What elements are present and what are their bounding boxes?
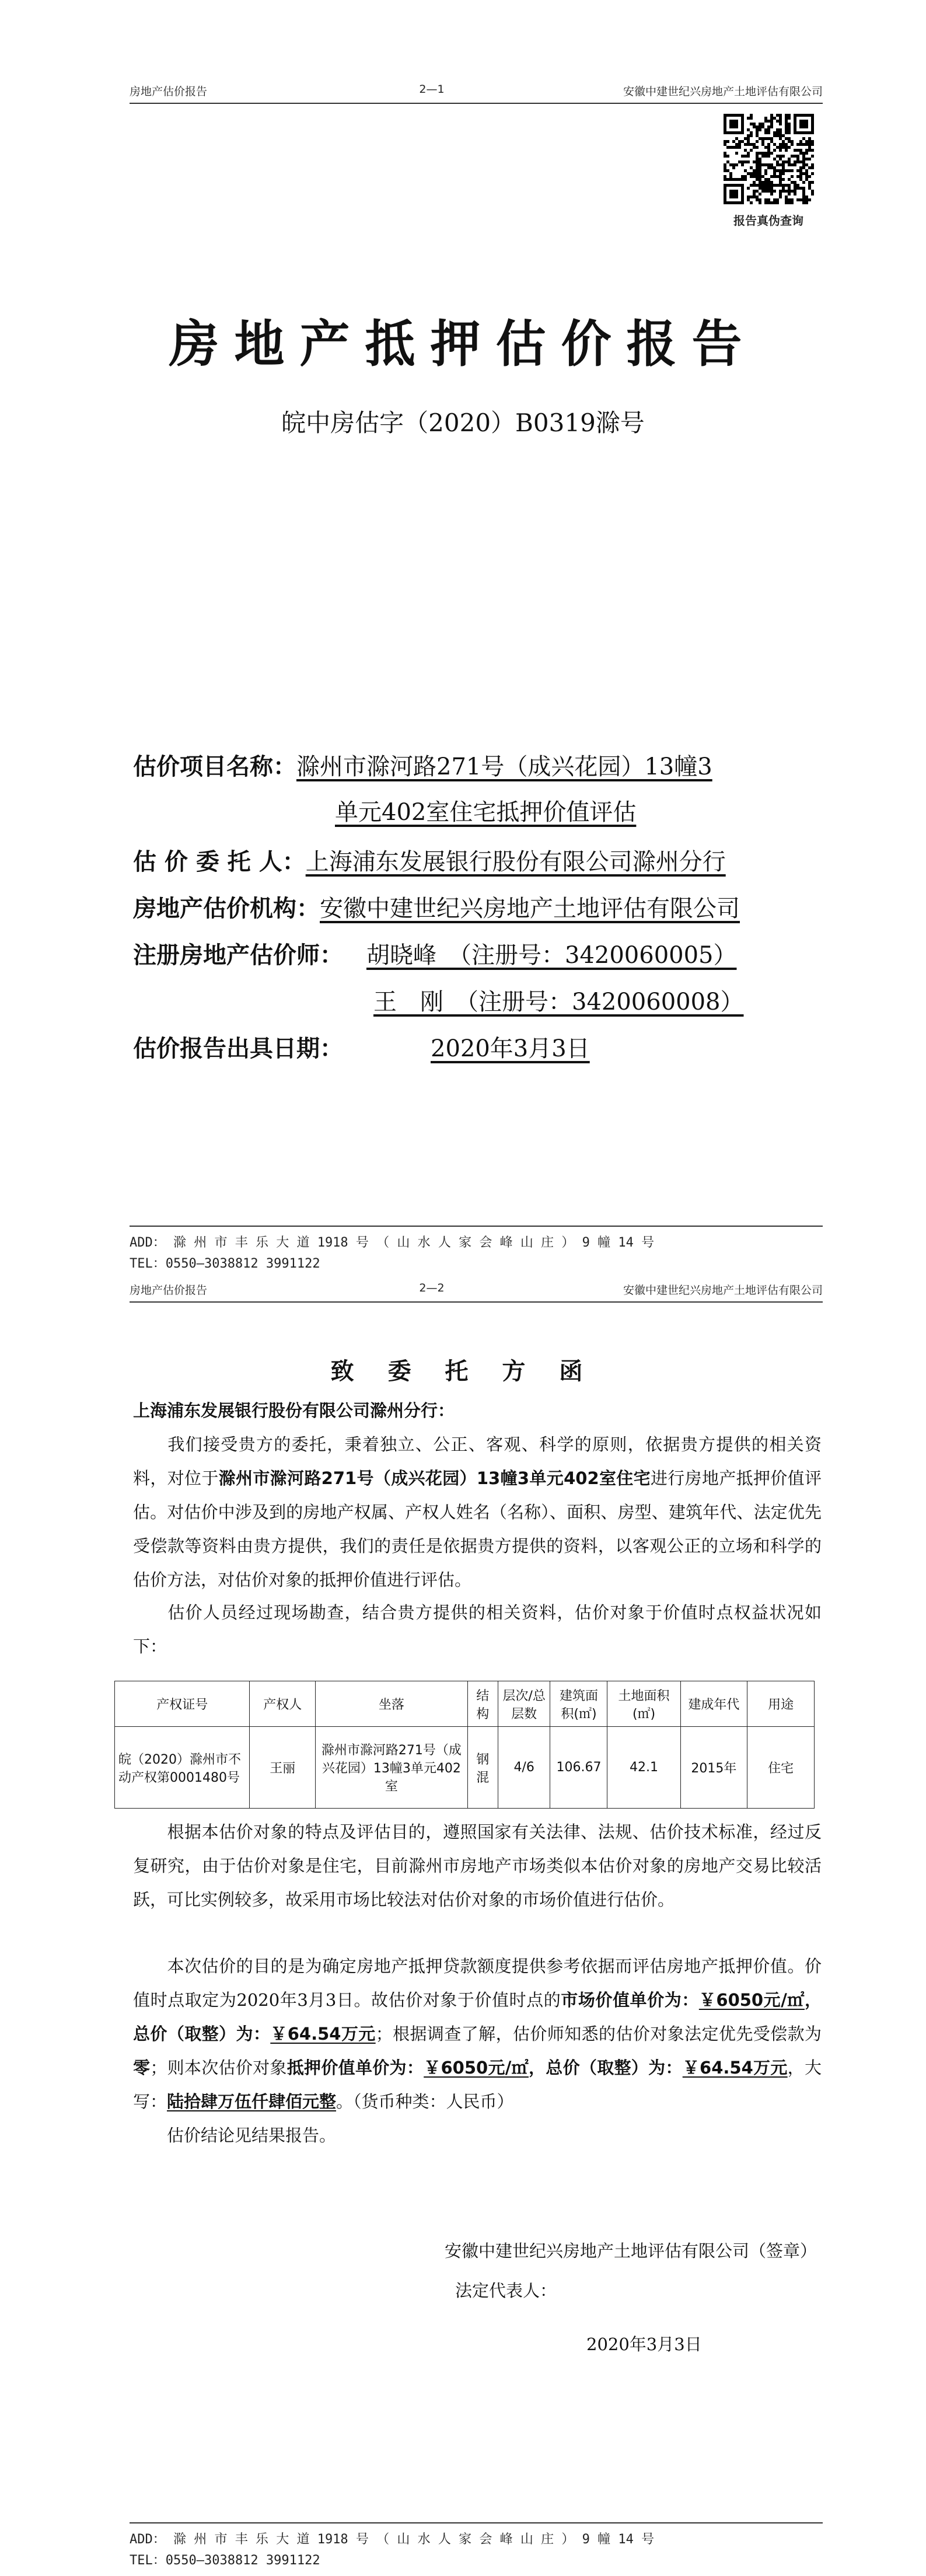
paragraph-commission <box>133 1427 822 1597</box>
mortgage-total-label: ，总价（取整）为： <box>528 2058 683 2078</box>
text: ；则本次估价对象 <box>150 2058 287 2078</box>
report-number: 皖中房估字（2020）B0319滁号 <box>281 409 645 437</box>
table-header-cell: 土地面积(㎡) <box>607 1681 680 1727</box>
property-address: 滁州市滁河路271号（成兴花园）13幢3单元402室住宅 <box>218 1468 651 1488</box>
market-unit-price-label: 市场价值单价为： <box>561 1990 699 2010</box>
table-cell: 2015年 <box>680 1727 747 1809</box>
field-report-date <box>133 1030 810 1063</box>
paragraph-valuation <box>133 1949 822 2118</box>
table-header-cell: 建筑面积(㎡) <box>550 1681 607 1727</box>
field-label: 估 价 委 托 人： <box>133 849 306 875</box>
table-header-cell: 层次/总层数 <box>498 1681 550 1727</box>
field-appraiser-2 <box>373 983 817 1017</box>
market-total-price: ￥64.54万元 <box>270 2024 376 2044</box>
field-label: 房地产估价机构： <box>133 895 320 922</box>
paragraph-method <box>133 1815 822 1917</box>
mortgage-unit-price-label: 抵押价值单价为： <box>286 2058 424 2078</box>
field-label: 估价项目名称： <box>133 753 296 780</box>
table-cell: 106.67 <box>550 1727 607 1809</box>
text: 本次估价的目的是为确定房地产抵押贷款额度提供参考依据而评估房地产抵押价值。价值时点取定为2020年3月3日。故估价对象于价值时点的 <box>133 1956 822 2010</box>
field-value: 王 刚 （注册号：3420060008） <box>373 989 744 1015</box>
text: 根据本估价对象的特点及评估目的，遵照国家有关法律、法规、估价技术标准，经过反复研究，由于估价对象是住宅，目前滁州市房地产市场类似本估价对象的房地产交易比较活跃，可比实例较多，故采用市场比较法对估价对象的市场价值进行估价。 <box>133 1822 822 1910</box>
table-header-cell: 用途 <box>747 1681 815 1727</box>
page2-header-right: 安徽中建世纪兴房地产土地评估有限公司 <box>623 1284 823 1297</box>
table-cell: 4/6 <box>498 1727 550 1809</box>
text: ，大写： <box>133 2058 822 2111</box>
field-value: 滁州市滁河路271号（成兴花园）13幢3 <box>296 753 712 780</box>
report-title: 房地产抵押估价报告 <box>169 315 757 374</box>
market-total-label: ，总价（取整）为： <box>133 1990 822 2044</box>
page2-header-page-number: 2—2 <box>419 1282 445 1294</box>
page1-footer-phone: TEL：0550—3038812 3991122 <box>130 1256 320 1271</box>
market-unit-price: ￥6050元/㎡ <box>698 1990 805 2010</box>
paragraph-survey <box>133 1596 822 1663</box>
letter-addressee: 上海浦东发展银行股份有限公司滁州分行： <box>133 1401 455 1420</box>
signature-company: 安徽中建世纪兴房地产土地评估有限公司（签章） <box>444 2241 817 2261</box>
page1-header-right: 安徽中建世纪兴房地产土地评估有限公司 <box>623 85 823 98</box>
table-cell: 皖（2020）滁州市不动产权第0001480号 <box>115 1727 250 1809</box>
text: 估价结论见结果报告。 <box>167 2125 337 2145</box>
qr-code-icon <box>724 114 814 204</box>
table-row <box>115 1727 815 1809</box>
table-header-cell: 坐落 <box>316 1681 468 1727</box>
priority-repayment: 零 <box>133 2058 151 2078</box>
mortgage-unit-price: ￥6050元/㎡ <box>424 2058 529 2078</box>
text: 我们接受贵方的委托，秉着独立、公正、客观、科学的原则，依据贵方提供的相关资料，对位于 <box>133 1434 822 1488</box>
property-rights-table <box>114 1681 815 1809</box>
table-header-cell: 产权人 <box>250 1681 316 1727</box>
page1-footer-rule <box>130 1226 823 1227</box>
page2-header-left: 房地产估价报告 <box>130 1284 208 1297</box>
field-client <box>133 843 810 877</box>
table-cell: 钢混 <box>467 1727 498 1809</box>
page2-footer-address: ADD： 滁 州 市 丰 乐 大 道 1918 号 （ 山 水 人 家 会 峰 山 庄 ） 9 幢 14 号 <box>130 2532 655 2547</box>
field-appraiser-1 <box>133 937 810 970</box>
page2-footer-rule <box>130 2522 823 2523</box>
field-project-name <box>133 748 810 781</box>
table-cell: 滁州市滁河路271号（成兴花园）13幢3单元402室 <box>316 1727 468 1809</box>
mortgage-total-price: ￥64.54万元 <box>682 2058 788 2078</box>
text: 进行房地产抵押价值评估。对估价中涉及到的房地产权属、产权人姓名（名称）、面积、房型、建筑年代、法定优先受偿款等资料由贵方提供，我们的责任是依据贵方提供的资料，以客观公正的立场和科学的估价方法，对估价对象的抵押价值进行评估。 <box>133 1468 822 1590</box>
page1-header-rule <box>130 103 823 104</box>
qr-caption: 报告真伪查询 <box>733 214 803 228</box>
letter-title: 致 委 托 方 函 <box>330 1358 596 1385</box>
signature-date: 2020年3月3日 <box>586 2334 702 2354</box>
page2-header-rule <box>130 1301 823 1303</box>
table-cell: 42.1 <box>607 1727 680 1809</box>
page1-header-left: 房地产估价报告 <box>130 85 208 98</box>
text: 。（货币种类：人民币） <box>336 2092 514 2111</box>
field-value: 单元402室住宅抵押价值评估 <box>335 799 637 826</box>
table-header-row <box>115 1681 815 1727</box>
page1-footer-address: ADD： 滁 州 市 丰 乐 大 道 1918 号 （ 山 水 人 家 会 峰 山 庄 ） 9 幢 14 号 <box>130 1235 655 1250</box>
field-appraisal-agency <box>133 890 810 923</box>
table-header-cell: 建成年代 <box>680 1681 747 1727</box>
paragraph-conclusion <box>133 2118 822 2152</box>
page1-header-page-number: 2—1 <box>419 83 445 96</box>
total-in-words: 陆拾肆万伍仟肆佰元整 <box>167 2092 337 2111</box>
table-cell: 王丽 <box>250 1727 316 1809</box>
field-project-name-cont <box>335 794 802 827</box>
field-value: 2020年3月3日 <box>431 1035 590 1062</box>
table-header-cell: 产权证号 <box>115 1681 250 1727</box>
text: 估价人员经过现场勘查，结合贵方提供的相关资料，估价对象于价值时点权益状况如下： <box>133 1603 822 1656</box>
signature-legal-rep: 法定代表人： <box>455 2281 557 2301</box>
table-cell: 住宅 <box>747 1727 815 1809</box>
field-value: 上海浦东发展银行股份有限公司滁州分行 <box>305 849 726 875</box>
page2-footer-phone: TEL：0550—3038812 3991122 <box>130 2553 320 2568</box>
field-label: 估价报告出具日期： <box>133 1035 343 1062</box>
table-header-cell: 结构 <box>467 1681 498 1727</box>
field-value: 安徽中建世纪兴房地产土地评估有限公司 <box>320 895 740 922</box>
field-label: 注册房地产估价师： <box>133 942 343 969</box>
text: ；根据调查了解，估价师知悉的估价对象法定优先受偿款为 <box>375 2024 822 2044</box>
field-value: 胡晓峰 （注册号：3420060005） <box>366 942 737 969</box>
